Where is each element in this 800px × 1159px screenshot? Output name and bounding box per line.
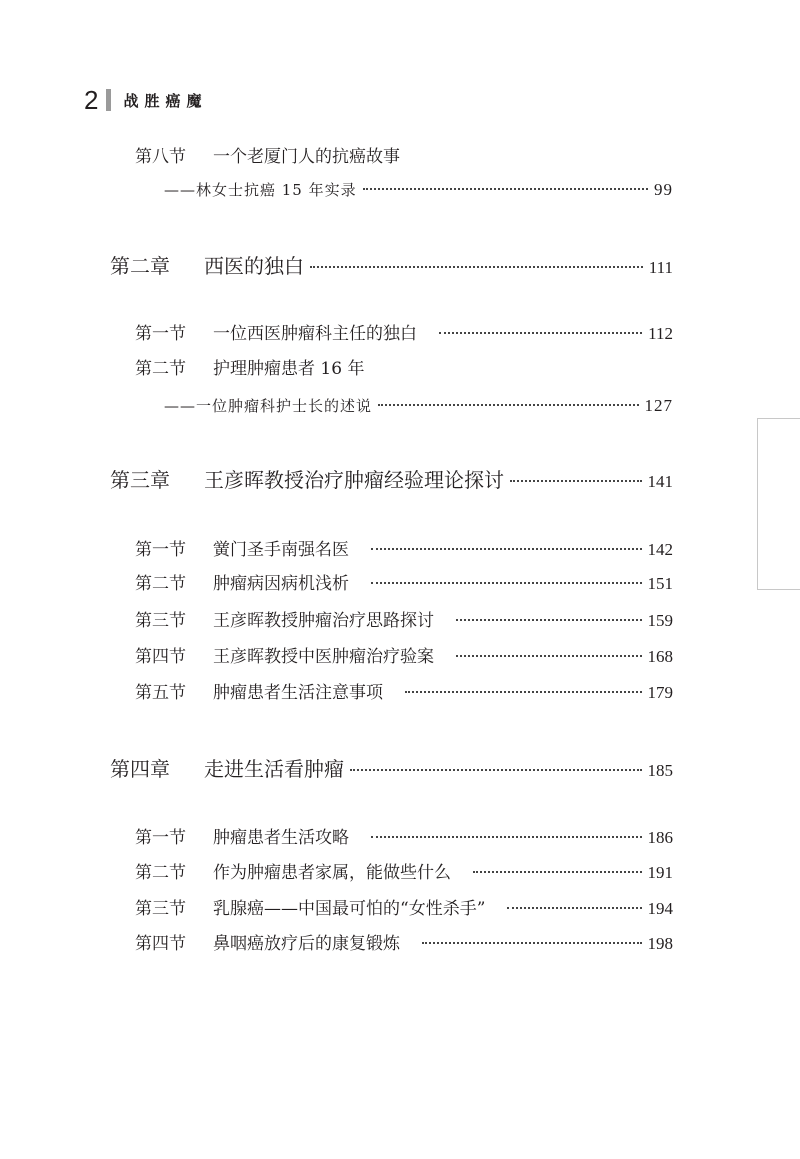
dot-leader [473,871,642,873]
entry-title: 鼻咽癌放疗后的康复锻炼 [213,934,400,954]
toc-entry-section [0,930,673,958]
entry-page-number: 198 [647,934,673,953]
entry-page-number: 99 [654,180,673,199]
dot-leader [363,188,648,190]
entry-label: 第一节 [135,828,186,848]
entry-title: 肿瘤患者生活攻略 [213,828,349,848]
toc-entry-chapter [0,466,673,494]
dot-leader [405,691,642,693]
toc-entry-section [0,607,673,635]
entry-title: 西医的独白 [204,254,304,278]
entry-page-number: 159 [647,611,673,630]
toc-entry-section [0,643,673,671]
entry-page-number: 151 [647,574,673,593]
dot-leader [510,480,642,482]
toc-entry-chapter [0,755,673,783]
toc-entry-chapter [0,252,673,280]
entry-page-number: 168 [647,647,673,666]
dot-leader [350,769,642,771]
entry-label: 第四节 [135,934,186,954]
book-title: 战胜癌魔 [123,91,208,110]
toc-entry-subtitle [0,176,673,204]
entry-label: 第四节 [135,647,186,667]
entry-title: 走进生活看肿瘤 [204,757,344,781]
entry-label: 第二节 [135,574,186,594]
toc-entry-section [0,355,673,383]
entry-page-number: 111 [648,258,673,277]
entry-page-number: 185 [647,761,673,780]
entry-title: 王彦晖教授肿瘤治疗思路探讨 [213,611,434,631]
entry-title: 一个老厦门人的抗癌故事 [213,147,400,167]
entry-title: ——一位肿瘤科护士长的述说 [164,397,373,415]
entry-page-number: 142 [647,540,673,559]
entry-label: 第一节 [135,540,186,560]
toc-entry-subtitle [0,392,673,420]
entry-label: 第二节 [135,359,186,379]
dot-leader [378,404,638,406]
entry-title: 一位西医肿瘤科主任的独白 [213,324,417,344]
toc-entry-section [0,895,673,923]
entry-page-number: 186 [647,828,673,847]
entry-title: 王彦晖教授治疗肿瘤经验理论探讨 [204,468,504,492]
dot-leader [507,907,641,909]
entry-title: 作为肿瘤患者家属，能做些什么 [213,863,451,883]
entry-title: 肿瘤病因病机浅析 [213,574,349,594]
dot-leader [439,332,642,334]
entry-label: 第一节 [135,324,186,344]
entry-label: 第三章 [110,468,170,492]
dot-leader [456,655,642,657]
toc-entry-section [0,824,673,852]
entry-page-number: 141 [647,472,673,491]
entry-title: ——林女士抗癌 15 年实录 [164,181,357,199]
entry-page-number: 179 [647,683,673,702]
entry-label: 第三节 [135,899,186,919]
entry-page-number: 194 [647,899,673,918]
entry-page-number: 127 [644,396,673,415]
entry-title: 王彦晖教授中医肿瘤治疗验案 [213,647,434,667]
running-header [84,86,207,114]
dot-leader [371,548,642,550]
page-number: 2 [84,85,99,115]
entry-label: 第三节 [135,611,186,631]
header-divider [106,89,111,111]
dot-leader [371,582,642,584]
toc-entry-section [0,570,673,598]
entry-title: 乳腺癌——中国最可怕的“女性杀手” [213,899,486,919]
toc-entry-section [0,859,673,887]
entry-label: 第八节 [135,147,186,167]
toc-entry-section [0,679,673,707]
entry-label: 第四章 [110,757,170,781]
entry-label: 第五节 [135,683,186,703]
dot-leader [456,619,642,621]
entry-title: 黉门圣手南强名医 [213,540,349,560]
entry-label: 第二节 [135,863,186,883]
toc-entry-section [0,143,673,171]
entry-title: 肿瘤患者生活注意事项 [213,683,383,703]
toc-entry-section [0,536,673,564]
page-edge-tab [757,418,800,590]
entry-page-number: 112 [648,324,673,343]
entry-page-number: 191 [647,863,673,882]
dot-leader [371,836,642,838]
entry-label: 第二章 [110,254,170,278]
dot-leader [310,266,643,268]
entry-title: 护理肿瘤患者 16 年 [213,359,365,379]
dot-leader [422,942,642,944]
toc-entry-section [0,320,673,348]
